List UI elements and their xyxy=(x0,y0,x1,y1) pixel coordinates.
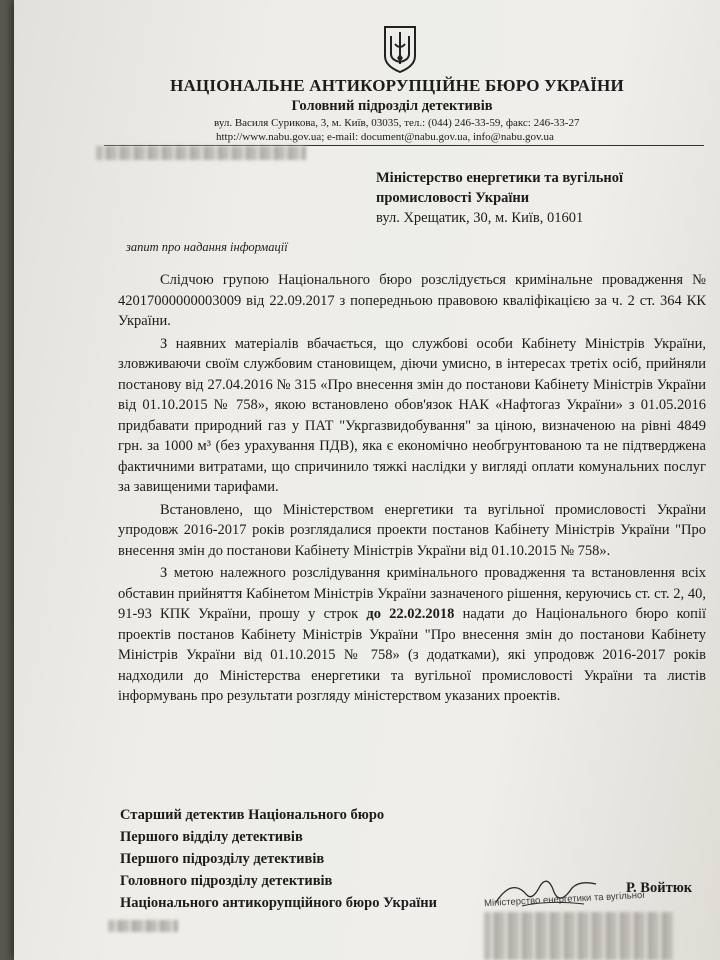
signer-title-3: Першого підрозділу детективів xyxy=(120,851,325,867)
redacted-ref xyxy=(96,146,306,160)
department-title: Головний підрозділ детективів xyxy=(291,98,493,114)
paragraph-3: Встановлено, що Міністерством енергетики та вугільної промисловості України упродовж 2016-2017 років розглядалися проекти постанов Кабінету Міністрів України "Про внесення змін до постанови Кабінету Міністрів України від 01.10.2015 № 758». xyxy=(118,501,706,559)
signer-title-5: Національного антикорупційного бюро України xyxy=(120,895,437,911)
addressee-address: вул. Хрещатик, 30, м. Київ, 01601 xyxy=(376,210,584,226)
trident-emblem-icon xyxy=(382,24,418,74)
address-line: вул. Василя Сурикова, 3, м. Київ, 03035, тел.: (044) 246-33-59, факс: 246-33-27 xyxy=(214,117,580,129)
received-stamp: Міністерство енергетики та вугільної xyxy=(483,889,646,910)
paragraph-4 xyxy=(118,563,706,707)
paragraph-1: Слідчою групою Національного бюро розслідується кримінальне провадження № 42017000000003009 від 22.09.2017 з попередньою правовою кваліфікацією за ч. 2 ст. 364 КК України. xyxy=(118,272,706,329)
signer-title-4: Головного підрозділу детективів xyxy=(120,873,333,889)
letter-page xyxy=(14,0,720,960)
addressee-block xyxy=(376,168,706,228)
addressee-line-2: промисловості України xyxy=(376,190,530,206)
redacted-footer-left xyxy=(108,920,178,932)
paragraph-4-end: надати до Національного бюро копії проектів постанов Кабінету Міністрів України "Про внесення змін до постанови Кабінету Міністрів України від 01.10.2015 № 758» (з додатками), які упродовж 2016-2017 років надходили до Міністерства енергетики та вугільної промисловості України та листів інформувань про результати розгляду міністерством указаних проектів. xyxy=(118,606,707,704)
org-title: НАЦІОНАЛЬНЕ АНТИКОРУПЦІЙНЕ БЮРО УКРАЇНИ xyxy=(170,76,624,95)
signer-title-1: Старший детектив Національного бюро xyxy=(120,807,385,823)
subject-line: запит про надання інформації xyxy=(126,240,288,254)
signer-title-2: Першого відділу детективів xyxy=(120,829,303,845)
redacted-stamp-area xyxy=(484,912,674,960)
web-line: http://www.nabu.gov.ua; e-mail: document@nabu.gov.ua, info@nabu.gov.ua xyxy=(216,131,554,143)
paragraph-4-start: З метою належного розслідування кримінального провадження та встановлення всіх обставин прийняття Кабінетом Міністрів України зазначеного рішення, керуючись ст. ст. 2, 40, 91-93 КПК України, прошу у строк xyxy=(118,565,706,622)
signer-name: Р. Войтюк xyxy=(626,880,693,896)
deadline-date: до 22.02.2018 xyxy=(366,606,455,622)
letter-body xyxy=(118,270,706,707)
paragraph-2: З наявних матеріалів вбачається, що службові особи Кабінету Міністрів України, зловживаючи своїм службовим становищем, діючи умисно, в інтересах третіх осіб, прийняли постанову від 27.04.2016 № 315 «Про внесення змін до постанови Кабінету Міністрів України від 01.10.2015 № 758», якою встановлено обов'язок НАК «Нафтогаз України» з 01.05.2016 придбавати природний газ у ПАТ "Укргазвидобування" за ціною, визначеною на рівні 4849 грн. за 1000 м³ (без урахування ПДВ), яка є економічно необгрунтованою та не підтверджена фактичними витратами, що спричинило тяжкі наслідки у вигляді оплати комунальних послуг за завищеними тарифами. xyxy=(118,335,706,495)
contact-block xyxy=(214,116,634,144)
addressee-line-1: Міністерство енергетики та вугільної xyxy=(376,170,624,186)
